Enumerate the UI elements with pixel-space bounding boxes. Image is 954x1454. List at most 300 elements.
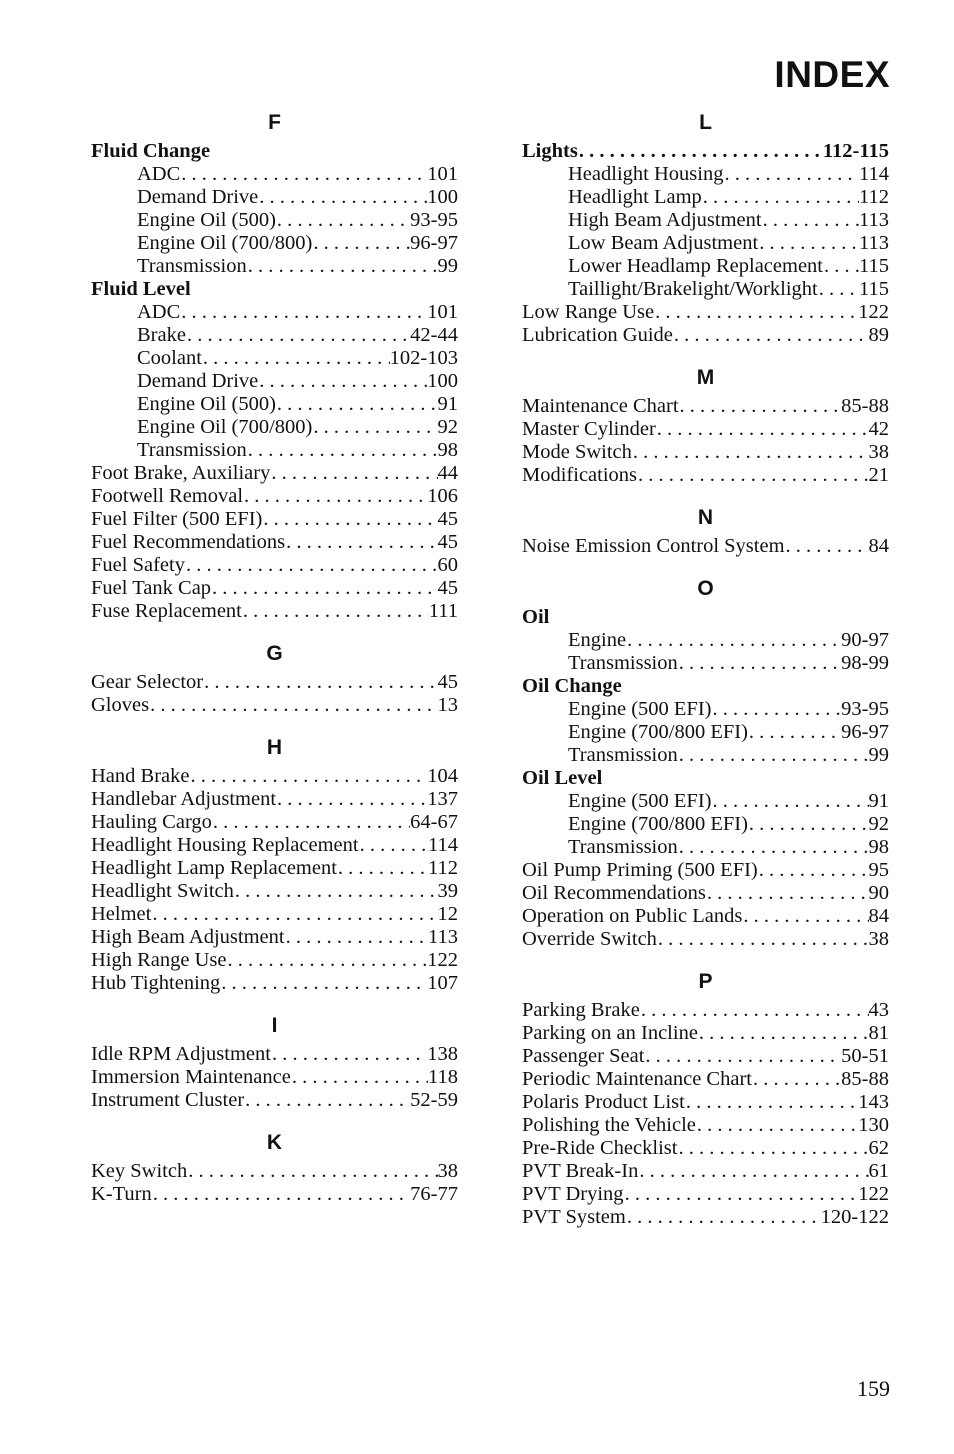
section-letter: L (699, 111, 712, 134)
entry-term: Polaris Product List (522, 1091, 685, 1113)
dot-leader (312, 416, 437, 439)
entry-term: Engine Oil (500) (137, 393, 276, 415)
dot-leader (247, 255, 438, 278)
index-subentry (91, 370, 458, 393)
entry-term: Parking on an Incline (522, 1022, 698, 1044)
entry-page-ref: 44 (437, 462, 458, 484)
entry-page-ref: 138 (427, 1043, 458, 1065)
entry-page-ref: 64-67 (410, 811, 458, 833)
entry-page-ref: 106 (427, 485, 458, 507)
dot-leader (752, 1068, 841, 1091)
entry-page-ref: 111 (428, 600, 458, 622)
entry-term: Operation on Public Lands (522, 905, 743, 927)
index-entry (522, 1045, 889, 1068)
dot-leader (151, 903, 437, 926)
dot-leader (203, 671, 437, 694)
index-entry (522, 301, 889, 324)
index-entry (91, 508, 458, 531)
index-entry (522, 905, 889, 928)
entry-page-ref: 42 (868, 418, 889, 440)
entry-page-ref: 99 (437, 255, 458, 277)
entry-term: Helmet (91, 903, 152, 925)
entry-page-ref: 104 (427, 765, 458, 787)
entry-page-ref: 93-95 (841, 698, 889, 720)
index-entry (91, 903, 458, 926)
dot-leader (276, 393, 438, 416)
index-entry (522, 1137, 889, 1160)
index-entry (91, 811, 458, 834)
index-entry (522, 464, 889, 487)
entry-page-ref: 102-103 (389, 347, 458, 369)
index-entry (522, 1068, 889, 1091)
dot-leader (706, 882, 869, 905)
index-entry (522, 395, 889, 418)
index-subentry (91, 163, 458, 186)
dot-leader (654, 301, 858, 324)
dot-leader (624, 1183, 859, 1206)
index-entry (91, 554, 458, 577)
index-subentry (522, 629, 889, 652)
entry-term: Lower Headlamp Replacement (568, 255, 823, 277)
dot-leader (638, 1160, 868, 1183)
entry-term: High Beam Adjustment (91, 926, 285, 948)
dot-leader (244, 1089, 410, 1112)
entry-page-ref: 38 (868, 928, 889, 950)
index-subentry (522, 652, 889, 675)
entry-term: Engine Oil (700/800) (137, 232, 313, 254)
entry-term: Demand Drive (137, 370, 259, 392)
index-entry (522, 999, 889, 1022)
entry-page-ref: 100 (427, 186, 458, 208)
dot-leader (185, 554, 438, 577)
dot-leader (187, 1160, 437, 1183)
entry-term: PVT Drying (522, 1183, 624, 1205)
index-subentry (522, 698, 889, 721)
entry-page-ref: 85-88 (841, 395, 889, 417)
index-entry (522, 882, 889, 905)
index-group-heading: Oil Level (522, 767, 603, 789)
dot-leader (258, 370, 427, 393)
dot-leader (202, 347, 390, 370)
entry-term: Headlight Housing Replacement (91, 834, 359, 856)
entry-term: Headlight Switch (91, 880, 234, 902)
entry-term: Taillight/Brakelight/Worklight (568, 278, 818, 300)
entry-term: Transmission (568, 744, 678, 766)
entry-page-ref: 101 (427, 163, 458, 185)
dot-leader (149, 694, 437, 717)
entry-term: Engine (700/800 EFI) (568, 813, 748, 835)
entry-term: Transmission (568, 836, 678, 858)
dot-leader (220, 972, 427, 995)
entry-page-ref: 130 (858, 1114, 889, 1136)
index-group-heading: Oil Change (522, 675, 622, 697)
dot-leader (276, 209, 410, 232)
entry-page-ref: 92 (437, 416, 458, 438)
entry-page-ref: 76-77 (410, 1183, 458, 1205)
page-title: INDEX (774, 54, 890, 95)
entry-term: Engine (500 EFI) (568, 698, 712, 720)
index-entry (91, 1089, 458, 1112)
entry-page-ref: 115 (859, 278, 889, 300)
entry-page-ref: 113 (859, 232, 889, 254)
entry-term: Headlight Lamp Replacement (91, 857, 337, 879)
dot-leader (285, 531, 437, 554)
entry-term: Fuel Recommendations (91, 531, 286, 553)
entry-page-ref: 84 (868, 535, 889, 557)
dot-leader (337, 857, 428, 880)
entry-page-ref: 43 (868, 999, 889, 1021)
entry-page-ref: 42-44 (410, 324, 458, 346)
entry-term: Fuel Filter (500 EFI) (91, 508, 263, 530)
entry-page-ref: 38 (437, 1160, 458, 1182)
index-column-right (522, 102, 889, 1229)
entry-term: Maintenance Chart (522, 395, 679, 417)
index-entry (522, 441, 889, 464)
index-entry (91, 531, 458, 554)
entry-term: Lights (522, 140, 578, 162)
dot-leader (180, 301, 427, 324)
index-entry (522, 859, 889, 882)
dot-leader (242, 600, 429, 623)
index-entry (522, 928, 889, 951)
entry-term: Gloves (91, 694, 150, 716)
entry-term: Instrument Cluster (91, 1089, 245, 1111)
dot-leader (359, 834, 428, 857)
dot-leader (640, 999, 869, 1022)
entry-page-ref: 52-59 (410, 1089, 458, 1111)
entry-page-ref: 118 (428, 1066, 458, 1088)
index-section-f (91, 106, 458, 623)
section-letter: O (697, 577, 714, 600)
entry-term: Transmission (137, 255, 247, 277)
entry-term: Fuel Safety (91, 554, 185, 576)
page-number: 159 (857, 1376, 890, 1401)
entry-page-ref: 114 (428, 834, 458, 856)
index-entry (91, 926, 458, 949)
index-entry (91, 462, 458, 485)
entry-page-ref: 115 (859, 255, 889, 277)
entry-term: Engine (500 EFI) (568, 790, 712, 812)
entry-page-ref: 101 (427, 301, 458, 323)
index-entry (91, 600, 458, 623)
entry-page-ref: 39 (437, 880, 458, 902)
dot-leader (702, 186, 859, 209)
index-entry (91, 857, 458, 880)
dot-leader (578, 140, 823, 163)
entry-term: Modifications (522, 464, 638, 486)
entry-term: Gear Selector (91, 671, 204, 693)
entry-page-ref: 100 (427, 370, 458, 392)
index-entry (91, 1160, 458, 1183)
entry-page-ref: 84 (868, 905, 889, 927)
dot-leader (678, 836, 869, 859)
index-subentry (91, 439, 458, 462)
dot-leader (637, 464, 868, 487)
section-letter: N (697, 506, 714, 529)
dot-leader (677, 1137, 868, 1160)
entry-page-ref: 21 (868, 464, 889, 486)
index-entry (91, 671, 458, 694)
index-entry (91, 880, 458, 903)
entry-page-ref: 96-97 (841, 721, 889, 743)
index-subentry (522, 836, 889, 859)
entry-page-ref: 81 (868, 1022, 889, 1044)
dot-leader (312, 232, 410, 255)
index-entry (91, 972, 458, 995)
entry-page-ref: 45 (437, 508, 458, 530)
entry-term: Hand Brake (91, 765, 190, 787)
entry-term: Low Range Use (522, 301, 655, 323)
entry-term: Demand Drive (137, 186, 259, 208)
entry-page-ref: 98 (437, 439, 458, 461)
entry-page-ref: 89 (868, 324, 889, 346)
index-entry (522, 535, 889, 558)
entry-term: K-Turn (91, 1183, 152, 1205)
entry-term: Periodic Maintenance Chart (522, 1068, 752, 1090)
entry-page-ref: 112-115 (822, 140, 889, 162)
dot-leader (723, 163, 859, 186)
entry-term: Low Beam Adjustment (568, 232, 759, 254)
dot-leader (247, 439, 438, 462)
index-section-p (522, 965, 889, 1229)
index-subentry (91, 186, 458, 209)
dot-leader (673, 324, 869, 347)
dot-leader (657, 928, 869, 951)
entry-term: Passenger Seat (522, 1045, 645, 1067)
entry-term: Handlebar Adjustment (91, 788, 277, 810)
index-section-k (91, 1126, 458, 1206)
entry-term: Footwell Removal (91, 485, 244, 507)
entry-page-ref: 98-99 (841, 652, 889, 674)
index-group-heading: Oil (522, 606, 550, 628)
dot-leader (823, 255, 859, 278)
dot-leader (678, 652, 841, 675)
dot-leader (186, 324, 410, 347)
index-section-o (522, 572, 889, 951)
entry-page-ref: 137 (427, 788, 458, 810)
section-letter: F (268, 111, 281, 134)
entry-term: ADC (137, 163, 181, 185)
entry-term: Coolant (137, 347, 202, 369)
entry-term: Master Cylinder (522, 418, 656, 440)
entry-page-ref: 122 (427, 949, 458, 971)
entry-page-ref: 143 (858, 1091, 889, 1113)
index-subentry (522, 813, 889, 836)
index-section-h (91, 731, 458, 995)
dot-leader (742, 905, 868, 928)
index-entry (522, 418, 889, 441)
entry-term: Foot Brake, Auxiliary (91, 462, 271, 484)
index-entry (91, 788, 458, 811)
dot-leader (632, 441, 869, 464)
dot-leader (748, 721, 841, 744)
index-section-g (91, 637, 458, 717)
index-subentry (522, 278, 889, 301)
index-entry (522, 324, 889, 347)
dot-leader (243, 485, 427, 508)
entry-term: Pre-Ride Checklist (522, 1137, 678, 1159)
entry-page-ref: 96-97 (410, 232, 458, 254)
index-section-i (91, 1009, 458, 1112)
dot-leader (758, 859, 869, 882)
index-entry (91, 485, 458, 508)
entry-page-ref: 90-97 (841, 629, 889, 651)
dot-leader (180, 163, 427, 186)
entry-term: High Beam Adjustment (568, 209, 762, 231)
dot-leader (271, 1043, 427, 1066)
section-letter: P (698, 970, 713, 993)
entry-page-ref: 112 (859, 186, 889, 208)
dot-leader (678, 744, 869, 767)
entry-page-ref: 122 (858, 301, 889, 323)
index-entry (91, 694, 458, 717)
entry-term: Transmission (137, 439, 247, 461)
dot-leader (644, 1045, 841, 1068)
index-entry (91, 577, 458, 600)
entry-term: Engine Oil (700/800) (137, 416, 313, 438)
entry-term: Hub Tightening (91, 972, 221, 994)
index-column-left (91, 102, 458, 1206)
index-entry (522, 1160, 889, 1183)
entry-term: Engine (700/800 EFI) (568, 721, 748, 743)
section-letter: H (266, 736, 283, 759)
index-entry (91, 765, 458, 788)
dot-leader (270, 462, 437, 485)
index-subentry (522, 255, 889, 278)
dot-leader (656, 418, 869, 441)
entry-page-ref: 62 (868, 1137, 889, 1159)
index-entry (91, 1066, 458, 1089)
section-letter: M (696, 366, 715, 389)
index-subentry (91, 301, 458, 324)
index-entry (522, 1206, 889, 1229)
index-entry (522, 1183, 889, 1206)
index-subentry (91, 232, 458, 255)
index-subentry (91, 347, 458, 370)
entry-page-ref: 93-95 (410, 209, 458, 231)
dot-leader (818, 278, 859, 301)
index-entry (522, 1114, 889, 1137)
index-group-heading: Fluid Level (91, 278, 191, 300)
index-subentry (522, 790, 889, 813)
index-entry (91, 1043, 458, 1066)
dot-leader (711, 790, 868, 813)
entry-page-ref: 61 (868, 1160, 889, 1182)
entry-term: Noise Emission Control System (522, 535, 785, 557)
index-entry (522, 140, 889, 163)
index-entry (91, 1183, 458, 1206)
dot-leader (227, 949, 428, 972)
dot-leader (626, 1206, 821, 1229)
entry-page-ref: 38 (868, 441, 889, 463)
dot-leader (785, 535, 869, 558)
index-subentry (522, 232, 889, 255)
dot-leader (291, 1066, 428, 1089)
dot-leader (262, 508, 437, 531)
index-subentry (522, 721, 889, 744)
entry-page-ref: 113 (859, 209, 889, 231)
index-entry (91, 949, 458, 972)
section-letter: G (266, 642, 283, 665)
entry-term: PVT System (522, 1206, 626, 1228)
entry-page-ref: 60 (437, 554, 458, 576)
section-letter: I (271, 1014, 278, 1037)
dot-leader (626, 629, 841, 652)
dot-leader (711, 698, 841, 721)
entry-page-ref: 45 (437, 671, 458, 693)
entry-term: Fuse Replacement (91, 600, 242, 622)
dot-leader (685, 1091, 858, 1114)
index-entry (91, 834, 458, 857)
entry-term: Mode Switch (522, 441, 632, 463)
entry-term: Idle RPM Adjustment (91, 1043, 271, 1065)
entry-page-ref: 98 (868, 836, 889, 858)
dot-leader (189, 765, 427, 788)
entry-term: Oil Pump Priming (500 EFI) (522, 859, 758, 881)
index-subentry (522, 163, 889, 186)
dot-leader (285, 926, 428, 949)
dot-leader (698, 1022, 869, 1045)
entry-page-ref: 45 (437, 577, 458, 599)
entry-term: Engine Oil (500) (137, 209, 276, 231)
dot-leader (748, 813, 869, 836)
entry-page-ref: 92 (868, 813, 889, 835)
entry-page-ref: 99 (868, 744, 889, 766)
dot-leader (679, 395, 842, 418)
index-subentry (91, 324, 458, 347)
entry-page-ref: 122 (858, 1183, 889, 1205)
entry-term: Parking Brake (522, 999, 640, 1021)
entry-page-ref: 120-122 (820, 1206, 889, 1228)
index-subentry (91, 416, 458, 439)
dot-leader (696, 1114, 858, 1137)
entry-page-ref: 113 (428, 926, 458, 948)
dot-leader (258, 186, 427, 209)
index-subentry (91, 393, 458, 416)
index-subentry (91, 209, 458, 232)
entry-page-ref: 90 (868, 882, 889, 904)
entry-page-ref: 13 (437, 694, 458, 716)
entry-page-ref: 91 (868, 790, 889, 812)
entry-page-ref: 107 (427, 972, 458, 994)
index-subentry (522, 744, 889, 767)
index-entry (522, 1091, 889, 1114)
dot-leader (234, 880, 438, 903)
entry-page-ref: 45 (437, 531, 458, 553)
entry-term: Oil Recommendations (522, 882, 706, 904)
entry-term: High Range Use (91, 949, 227, 971)
entry-term: Immersion Maintenance (91, 1066, 291, 1088)
entry-term: Key Switch (91, 1160, 188, 1182)
index-section-n (522, 501, 889, 558)
entry-page-ref: 12 (437, 903, 458, 925)
dot-leader (152, 1183, 410, 1206)
index-entry (522, 1022, 889, 1045)
entry-term: ADC (137, 301, 181, 323)
dot-leader (211, 577, 437, 600)
entry-term: Polishing the Vehicle (522, 1114, 696, 1136)
entry-term: Hauling Cargo (91, 811, 212, 833)
entry-term: Override Switch (522, 928, 657, 950)
index-section-l (522, 106, 889, 347)
entry-page-ref: 112 (428, 857, 458, 879)
dot-leader (276, 788, 427, 811)
entry-page-ref: 85-88 (841, 1068, 889, 1090)
entry-term: Fuel Tank Cap (91, 577, 212, 599)
index-subentry (522, 186, 889, 209)
entry-term: Brake (137, 324, 186, 346)
entry-term: PVT Break-In (522, 1160, 639, 1182)
